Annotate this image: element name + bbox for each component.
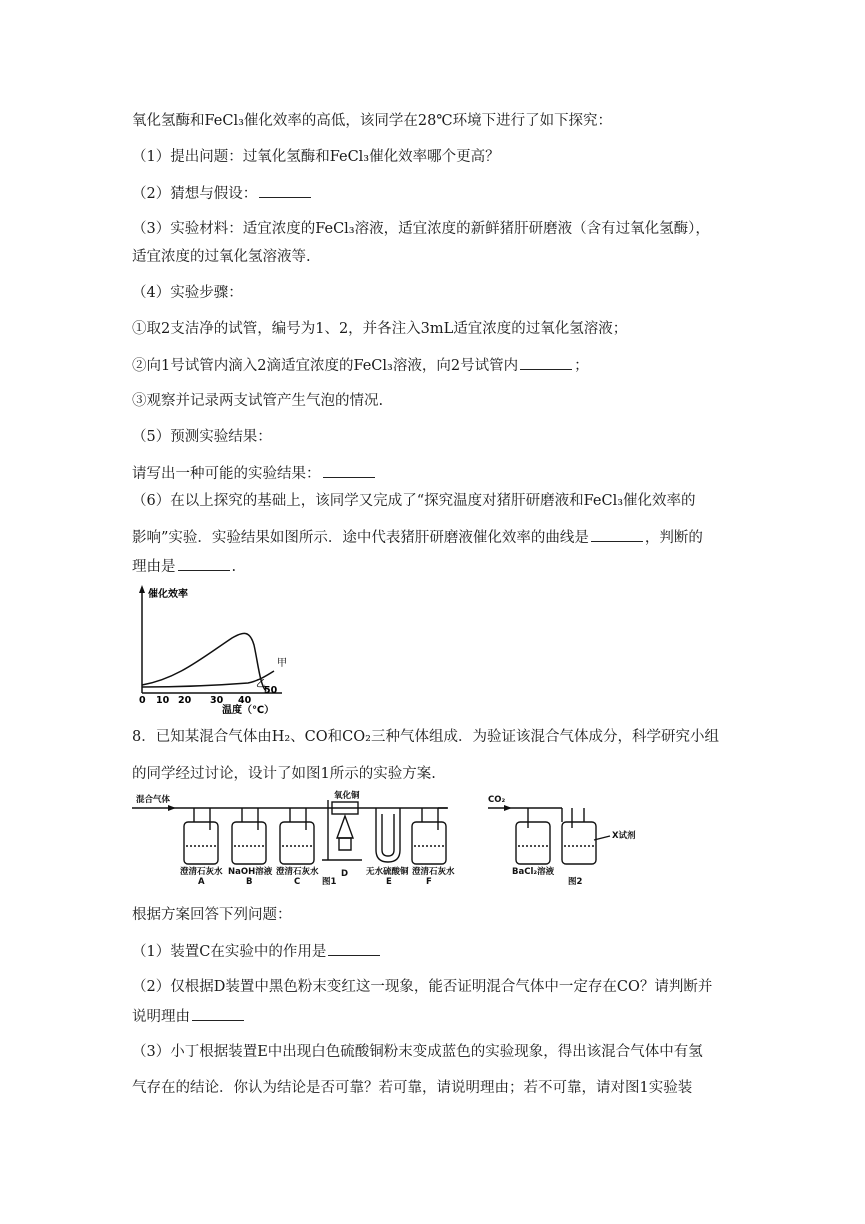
apparatus-figure (132, 790, 742, 885)
text-line: 说明理由 (132, 1006, 246, 1027)
text-line: （2）仅根据D装置中黑色粉末变红这一现象，能否证明混合气体中一定存在CO？请判断并 (132, 979, 713, 995)
answer-blank[interactable] (520, 355, 572, 370)
answer-blank[interactable] (192, 1006, 244, 1021)
text-line: ①取2支洁净的试管，编号为1、2，并各注入3mL适宜浓度的过氧化氢溶液； (132, 321, 628, 337)
co2-pipe (488, 808, 562, 822)
letter-a: A (198, 877, 205, 885)
x-tick: 20 (178, 695, 192, 706)
u-tube-e (376, 808, 400, 862)
text-line: ③观察并记录两支试管产生气泡的情况. (132, 393, 384, 409)
bottle-c (280, 808, 314, 864)
text-line: （3）实验材料：适宜浓度的FeCl₃溶液，适宜浓度的新鲜猪肝研磨液（含有过氧化氢酶）， (132, 221, 710, 237)
text-line: 理由是 . (132, 556, 236, 577)
label-f: 澄清石灰水 (412, 867, 455, 877)
text-line: 氧化氢酶和FeCl₃催化效率的高低，该同学在28℃环境下进行了如下探究： (132, 113, 613, 129)
copper-oxide-label: 氧化铜 (334, 791, 360, 801)
bacl2-label: BaCl₂溶液 (512, 867, 555, 877)
label-c: 澄清石灰水 (276, 867, 319, 877)
label-b: NaOH溶液 (228, 867, 273, 877)
co2-arrow (504, 805, 512, 811)
answer-blank[interactable] (591, 527, 643, 542)
mixed-gas-label: 混合气体 (136, 795, 171, 805)
text-line: 影响”实验．实验结果如图所示．途中代表猪肝研磨液催化效率的曲线是 ，判断的 (132, 527, 703, 548)
bottle-bacl2 (516, 808, 550, 864)
x-tick: 0 (139, 695, 146, 706)
x-axis-label: 温度（℃） (222, 705, 275, 715)
bottle-b (232, 808, 266, 864)
x-tick: 50 (264, 685, 278, 696)
label-e: 无水硫酸铜 (366, 867, 409, 877)
temperature-efficiency-graph (132, 583, 292, 715)
answer-blank[interactable] (323, 463, 375, 478)
text-line: 的同学经过讨论，设计了如图1所示的实验方案. (132, 766, 436, 782)
y-axis-label: 催化效率 (148, 589, 188, 600)
bottle-x (562, 808, 610, 864)
text-line: 根据方案回答下列问题： (132, 907, 292, 923)
text-line: 气存在的结论．你认为结论是否可靠？若可靠，请说明理由；若不可靠，请对图1实验装 (132, 1080, 693, 1096)
text-line: （6）在以上探究的基础上，该同学又完成了“探究温度对猪肝研磨液和FeCl₃催化效率的 (132, 493, 696, 509)
letter-c: C (294, 877, 301, 885)
curve-jia-label: 甲 (277, 658, 287, 669)
heating-tube-d (322, 800, 362, 860)
x-reagent-label: X试剂 (612, 831, 636, 841)
bottle-a (184, 808, 218, 864)
letter-f: F (426, 877, 432, 885)
co2-label: CO₂ (488, 795, 506, 805)
text-line: （2）猜想与假设： (132, 183, 313, 204)
text-line: ②向1号试管内滴入2滴适宜浓度的FeCl₃溶液，向2号试管内 ； (132, 355, 589, 376)
text-line: 8．已知某混合气体由H₂、CO和CO₂三种气体组成．为验证该混合气体成分，科学研究小组 (132, 729, 719, 745)
text-line: （4）实验步骤： (132, 285, 243, 301)
letter-d: D (341, 869, 349, 879)
y-axis-arrow (139, 585, 145, 593)
text-line: 适宜浓度的过氧化氢溶液等. (132, 249, 311, 265)
text-line: （1）提出问题：过氧化氢酶和FeCl₃催化效率哪个更高？ (132, 149, 500, 165)
letter-b: B (246, 877, 253, 885)
text-line: 请写出一种可能的实验结果： (132, 463, 377, 484)
x-tick: 30 (210, 695, 224, 706)
bottle-f (412, 808, 448, 864)
x-tick: 10 (156, 695, 170, 706)
letter-e: E (386, 877, 392, 885)
answer-blank[interactable] (328, 941, 380, 956)
answer-blank[interactable] (178, 556, 230, 571)
answer-blank[interactable] (259, 183, 311, 198)
text-line: （5）预测实验结果： (132, 429, 272, 445)
fig1-caption: 图1 (322, 877, 337, 885)
text-line: （1）装置C在实验中的作用是 (132, 941, 382, 962)
gas-arrow (168, 805, 176, 811)
label-a: 澄清石灰水 (180, 867, 223, 877)
fig2-caption: 图2 (568, 877, 583, 885)
curve-yi-label: 乙 (256, 679, 266, 690)
x-tick: 40 (238, 695, 252, 706)
text-line: （3）小丁根据装置E中出现白色硫酸铜粉末变成蓝色的实验现象，得出该混合气体中有氢 (132, 1044, 703, 1060)
